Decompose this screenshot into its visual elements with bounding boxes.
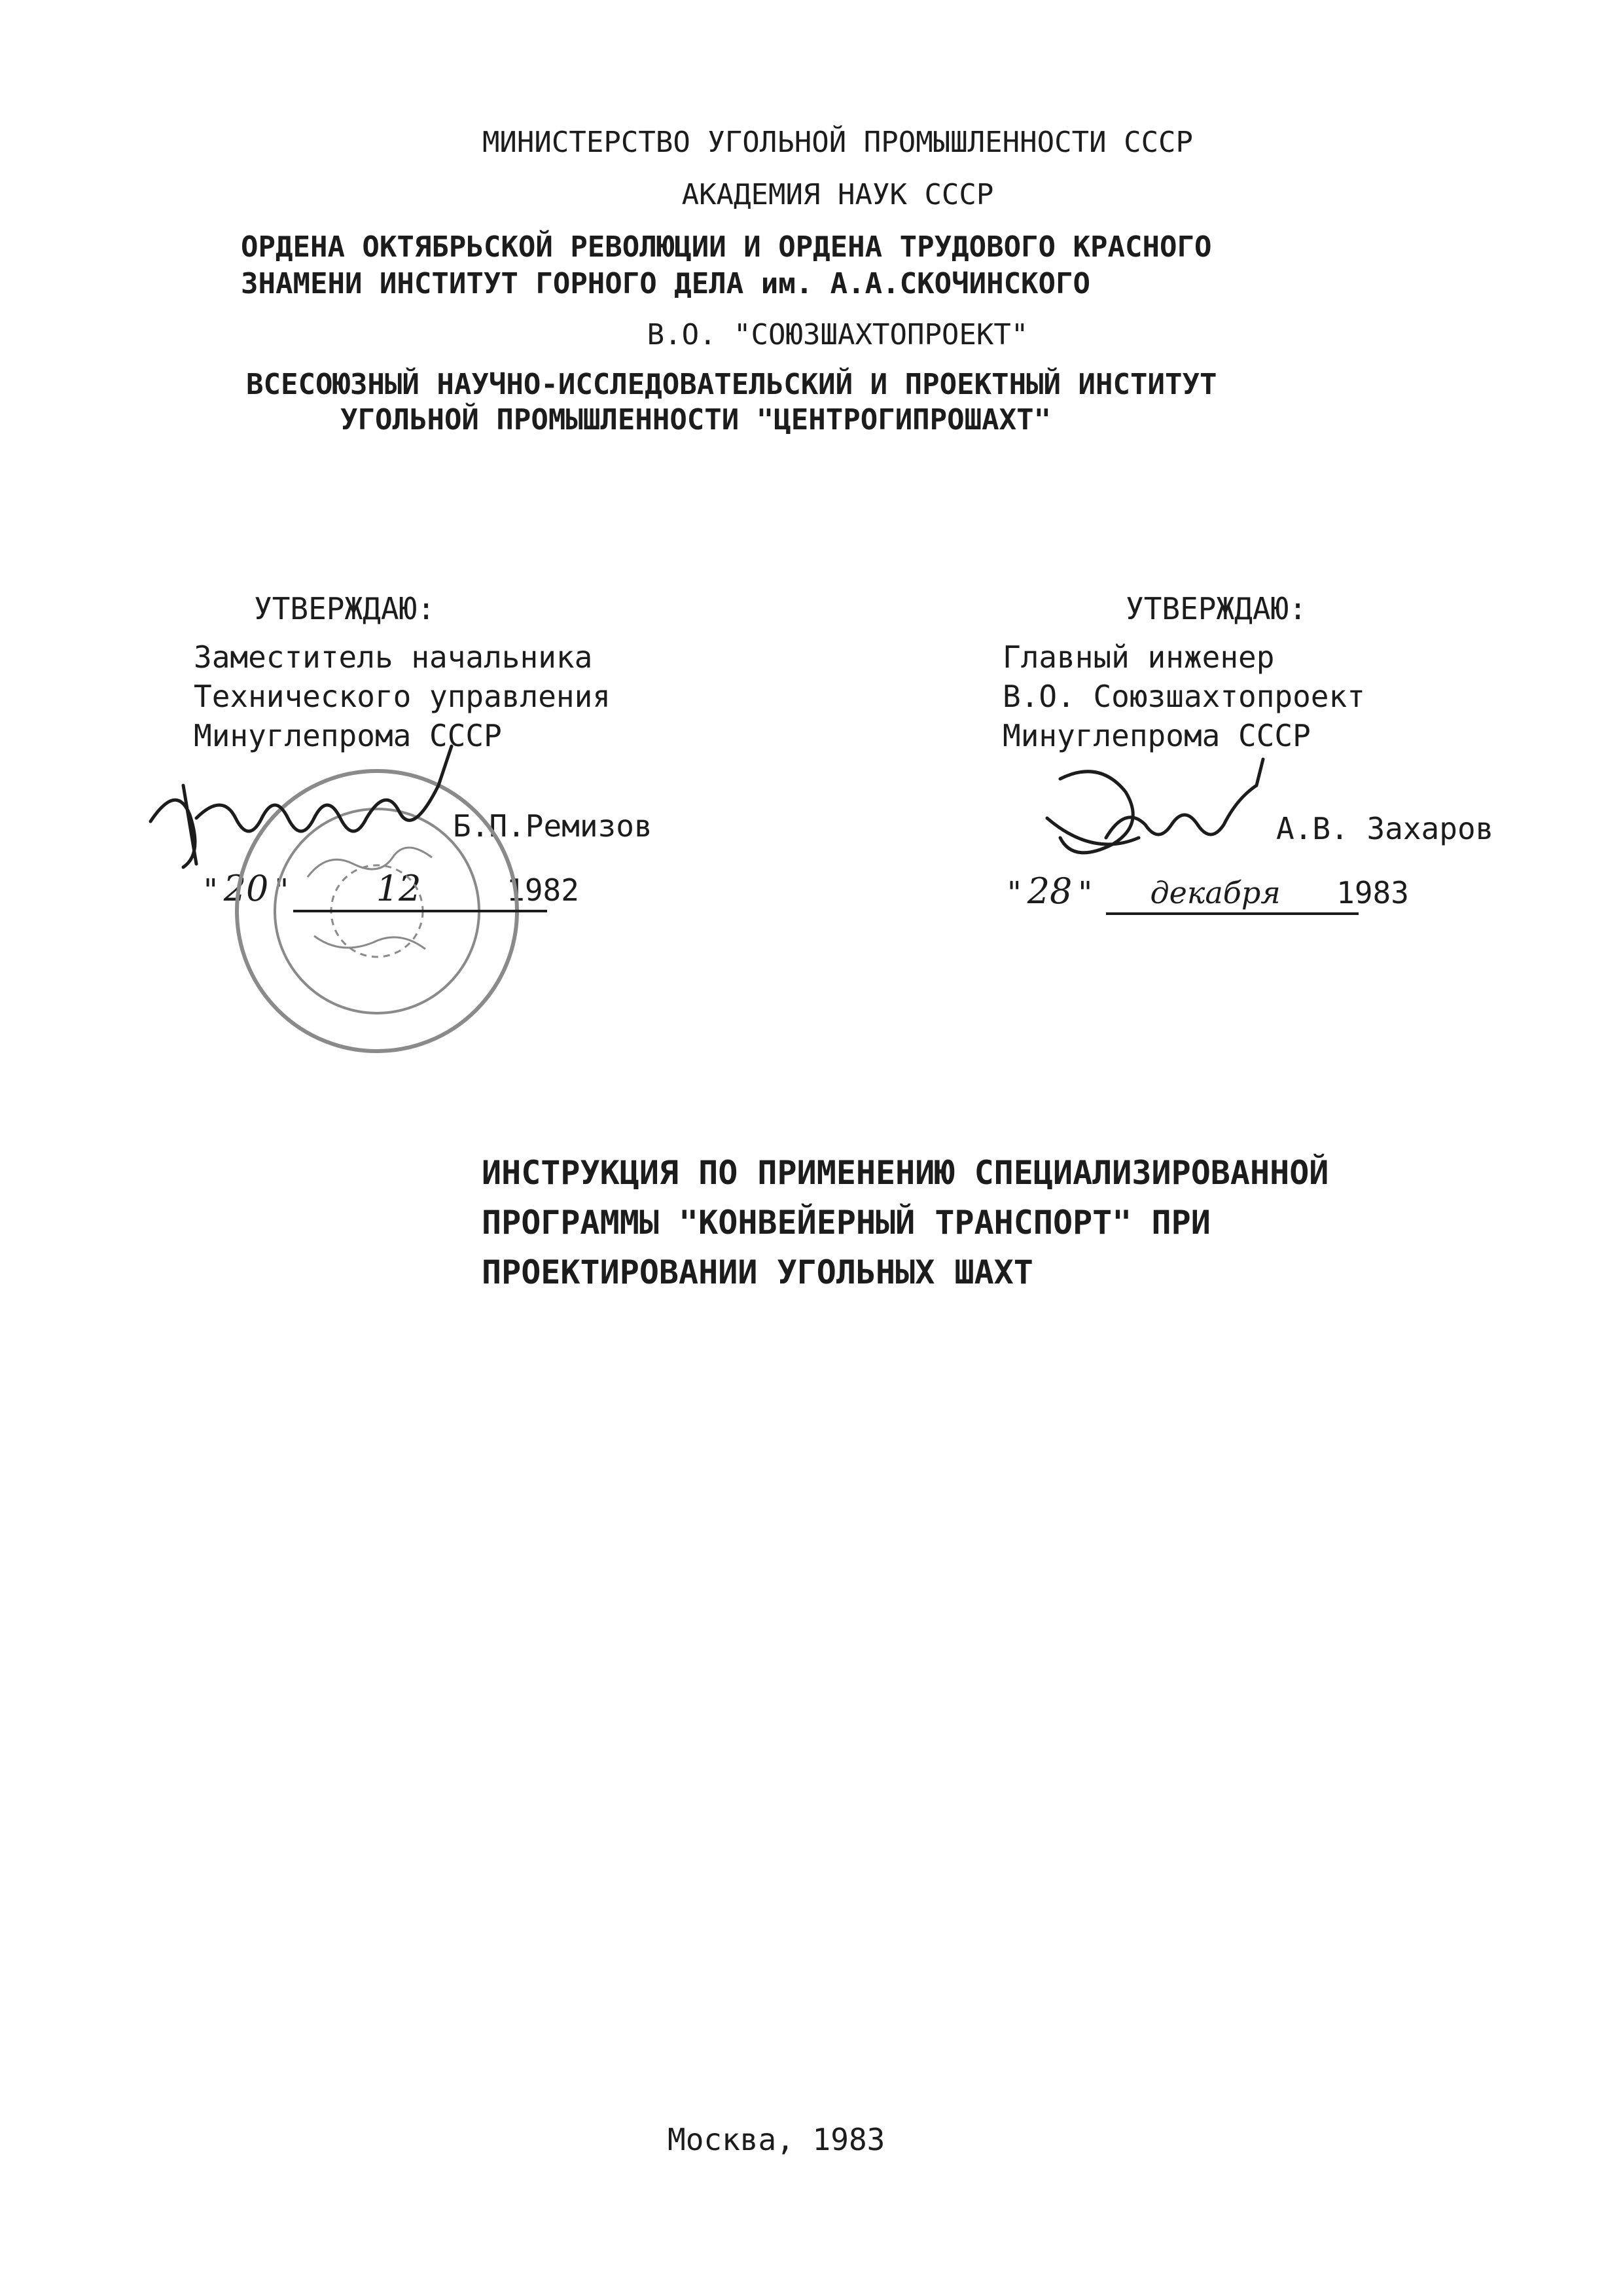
- approval-left-position: Заместитель начальника: [194, 639, 593, 675]
- research-institute-line2: УГОЛЬНОЙ ПРОМЫШЛЕННОСТИ "ЦЕНТРОГИПРОШАХТ": [340, 403, 1052, 437]
- approval-right-date-day: 28: [1027, 870, 1073, 912]
- approval-left-date-day: 20: [223, 868, 269, 909]
- approval-left: [194, 589, 611, 755]
- approval-left-heading: УТВЕРЖДАЮ:: [254, 591, 435, 626]
- approval-left-name: Б.П.Ремизов: [453, 808, 652, 844]
- institute-heading-line2: ЗНАМЕНИ ИНСТИТУТ ГОРНОГО ДЕЛА им. А.А.СКОЧИНСКОГО: [241, 267, 1091, 300]
- document-title-line2: ПРОГРАММЫ "КОНВЕЙЕРНЫЙ ТРАНСПОРТ" ПРИ: [482, 1204, 1211, 1242]
- approval-right-date: [1005, 870, 1409, 912]
- approval-left-date: [202, 868, 579, 909]
- document-title-line1: ИНСТРУКЦИЯ ПО ПРИМЕНЕНИЮ СПЕЦИАЛИЗИРОВАННОЙ: [482, 1154, 1329, 1192]
- approval-right-name: А.В. Захаров: [1276, 811, 1494, 846]
- research-institute-line1: ВСЕСОЮЗНЫЙ НАУЧНО-ИССЛЕДОВАТЕЛЬСКИЙ И ПРОЕКТНЫЙ ИНСТИТУТ: [246, 368, 1217, 401]
- right-signature-icon: [1047, 759, 1263, 853]
- approval-right: [1003, 589, 1365, 755]
- approval-left-date-quote-open: ": [202, 872, 220, 908]
- approval-right-date-month: декабря: [1150, 875, 1281, 910]
- approval-left-department: Технического управления: [194, 679, 611, 714]
- place-and-year: Москва, 1983: [668, 2122, 885, 2157]
- approval-left-date-quote-close: ": [272, 872, 291, 908]
- association-heading: В.О. "СОЮЗШАХТОПРОЕКТ": [647, 318, 1029, 351]
- approval-left-ministry: Минуглепрома СССР: [194, 718, 502, 753]
- institute-heading-line1: ОРДЕНА ОКТЯБРЬСКОЙ РЕВОЛЮЦИИ И ОРДЕНА ТРУДОВОГО КРАСНОГО: [241, 230, 1212, 264]
- approval-right-date-quote-open: ": [1005, 875, 1024, 910]
- approval-right-date-year: 1983: [1336, 875, 1409, 910]
- academy-heading: АКАДЕМИЯ НАУК СССР: [681, 178, 994, 211]
- approval-right-ministry: Минуглепрома СССР: [1003, 718, 1311, 753]
- ministry-heading: МИНИСТЕРСТВО УГОЛЬНОЙ ПРОМЫШЛЕННОСТИ СССР: [482, 126, 1194, 159]
- left-signature-icon: [151, 746, 452, 867]
- approval-left-date-year: 1982: [507, 872, 579, 908]
- approval-right-position: Главный инженер: [1003, 639, 1275, 675]
- document-title: [482, 1152, 1329, 1293]
- approval-right-association: В.О. Союзшахтопроект: [1003, 679, 1365, 714]
- document-title-line3: ПРОЕКТИРОВАНИИ УГОЛЬНЫХ ШАХТ: [482, 1253, 1033, 1291]
- approval-right-heading: УТВЕРЖДАЮ:: [1126, 591, 1307, 626]
- approval-right-date-quote-close: ": [1076, 875, 1095, 910]
- approval-left-date-month: 12: [376, 868, 421, 909]
